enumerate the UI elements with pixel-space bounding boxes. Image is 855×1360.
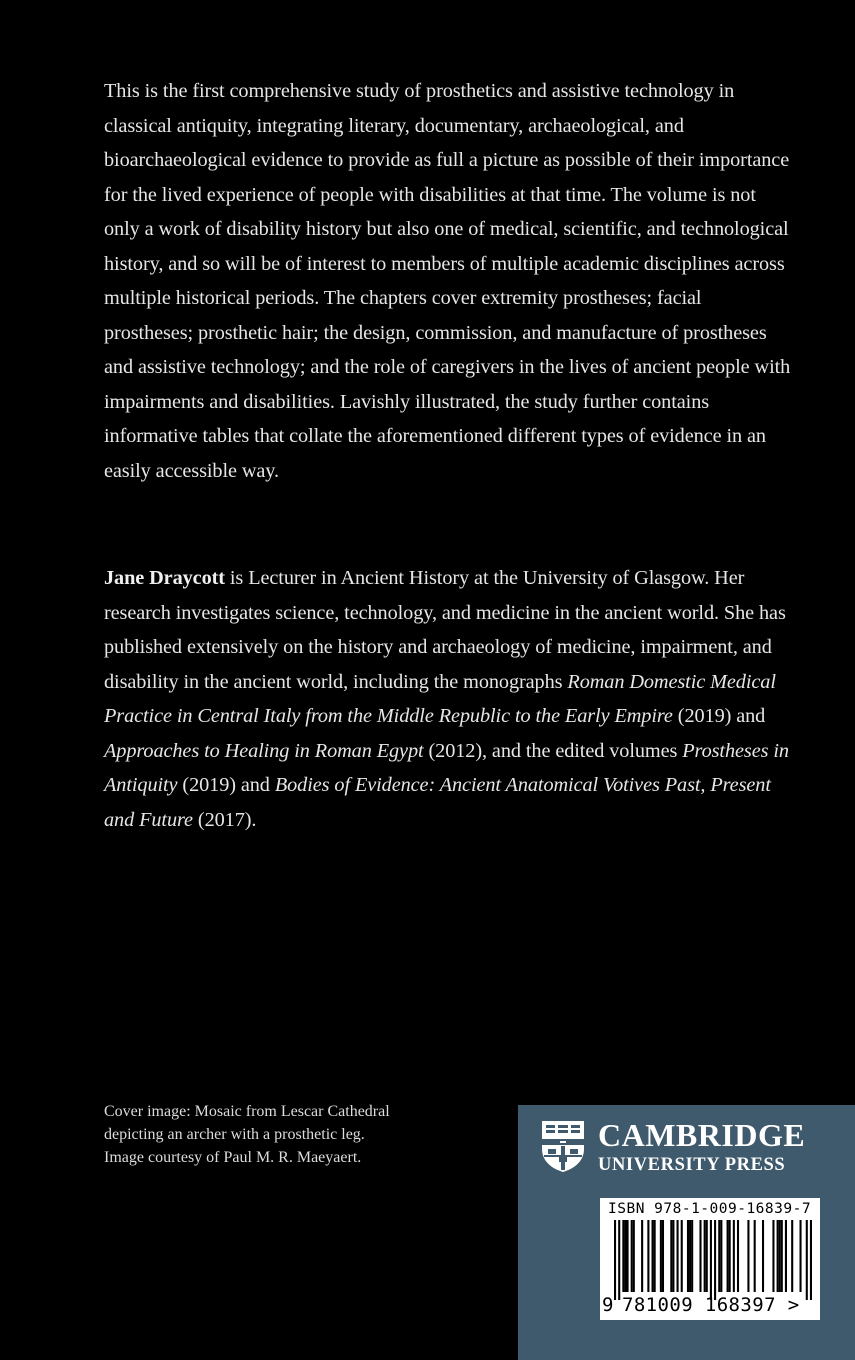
barcode-bar (729, 1220, 731, 1292)
barcode-bar (622, 1220, 624, 1292)
barcode-bar (781, 1220, 783, 1292)
ean-digits: 781009 168397 > (622, 1294, 800, 1316)
barcode-bar (799, 1220, 801, 1292)
book-title: Prostheses in Antiquity (104, 739, 789, 796)
book-title: Roman Domestic Medical Practice in Central Italy from the Middle Republic to the Early Empire (104, 670, 776, 727)
barcode-bar (689, 1220, 691, 1292)
book-description (104, 74, 794, 488)
isbn-label: ISBN 978-1-009-16839-7 (608, 1201, 812, 1217)
barcode-bar (687, 1220, 689, 1292)
bio-text: (2019) and (672, 705, 766, 727)
bio-text: (2019) and (177, 774, 275, 796)
barcode-bar (627, 1220, 629, 1292)
barcode-bar (810, 1220, 812, 1300)
cover-image-credit (104, 1100, 524, 1169)
barcode-bar (737, 1220, 739, 1292)
barcode-bar (754, 1220, 756, 1292)
barcode-bar (624, 1220, 626, 1292)
barcode-bar (785, 1220, 787, 1292)
barcode-bar (641, 1220, 643, 1292)
bio-text: is Lecturer in Ancient History at the University of Glasgow. Her research investigates science, technology, and medicine in the ancient world. She has published extensively on the history and archaeology of medicine, impairment, and disability in the ancient world, including the monographs (104, 567, 786, 693)
barcode-bar (633, 1220, 635, 1292)
barcode-bar (779, 1220, 781, 1292)
barcode-bar (733, 1220, 735, 1292)
ean-first-digit: 9 (602, 1294, 614, 1316)
barcode-bar (704, 1220, 706, 1292)
barcode-bar (677, 1220, 679, 1292)
publisher-name-line1: CAMBRIDGE (598, 1117, 806, 1153)
isbn-barcode (600, 1198, 820, 1320)
barcode-bar (699, 1220, 701, 1292)
bio-text: (2012), and the edited volumes (423, 739, 683, 762)
barcode-bar (647, 1220, 649, 1292)
barcode-bar (714, 1220, 716, 1300)
barcode-bar (710, 1220, 712, 1300)
cambridge-shield-icon (540, 1119, 586, 1173)
bio-paragraph (104, 561, 794, 837)
barcode-bar (720, 1220, 722, 1292)
barcode-bar (652, 1220, 654, 1292)
barcode-bar (747, 1220, 749, 1292)
barcode-bar (670, 1220, 672, 1292)
barcode-bar (662, 1220, 664, 1292)
barcode-bar (718, 1220, 720, 1292)
bio-text: (2017). (192, 808, 257, 831)
book-title: Bodies of Evidence: Ancient Anatomical Votives Past, Present and Future (104, 774, 771, 831)
credit-line: Image courtesy of Paul M. R. Maeyaert. (104, 1149, 362, 1166)
barcode-bar (791, 1220, 793, 1292)
publisher-name (598, 1119, 805, 1176)
description-paragraph: This is the first comprehensive study of prosthetics and assistive technology in classical antiquity, integrating literary, documentary, archaeological, and bioarchaeological evidence to provide as full a picture as possible of their importance for the lived experience of people with disabilities at that time. The volume is not only a work of disability history but also one of medical, scientific, and technological history, and so will be of interest to members of multiple academic disciplines across multiple historical periods. The chapters cover extremity prostheses; facial prostheses; prosthetic hair; the design, commission, and manufacture of prostheses and assistive technology; and the role of caregivers in the lives of ancient people with impairments and disabilities. Lavishly illustrated, the study further contains informative tables that collate the aforementioned different types of evidence in an easily accessible way. (104, 80, 791, 482)
barcode-bar (762, 1220, 764, 1292)
barcode-bar (660, 1220, 662, 1292)
credit-line: Cover image: Mosaic from Lescar Cathedral (104, 1103, 390, 1120)
barcode-bar (777, 1220, 779, 1292)
barcode-bar (691, 1220, 693, 1292)
barcode-bar (727, 1220, 729, 1292)
barcode-bar (672, 1220, 674, 1292)
publisher-name-line2: UNIVERSITY PRESS (598, 1155, 786, 1175)
publisher-panel (518, 1105, 855, 1360)
barcode-bar (681, 1220, 683, 1292)
barcode-bar (618, 1220, 620, 1300)
barcode-bar (772, 1220, 774, 1292)
barcode-bar (806, 1220, 808, 1300)
barcode-bar (654, 1220, 656, 1292)
credit-line: depicting an archer with a prosthetic leg. (104, 1126, 365, 1143)
barcode-bar (631, 1220, 633, 1292)
barcode-bars (614, 1220, 812, 1300)
barcode-bar (614, 1220, 616, 1300)
author-name: Jane Draycott (104, 567, 225, 589)
author-bio (104, 561, 794, 837)
barcode-bar (706, 1220, 708, 1292)
book-title: Approaches to Healing in Roman Egypt (104, 739, 424, 762)
